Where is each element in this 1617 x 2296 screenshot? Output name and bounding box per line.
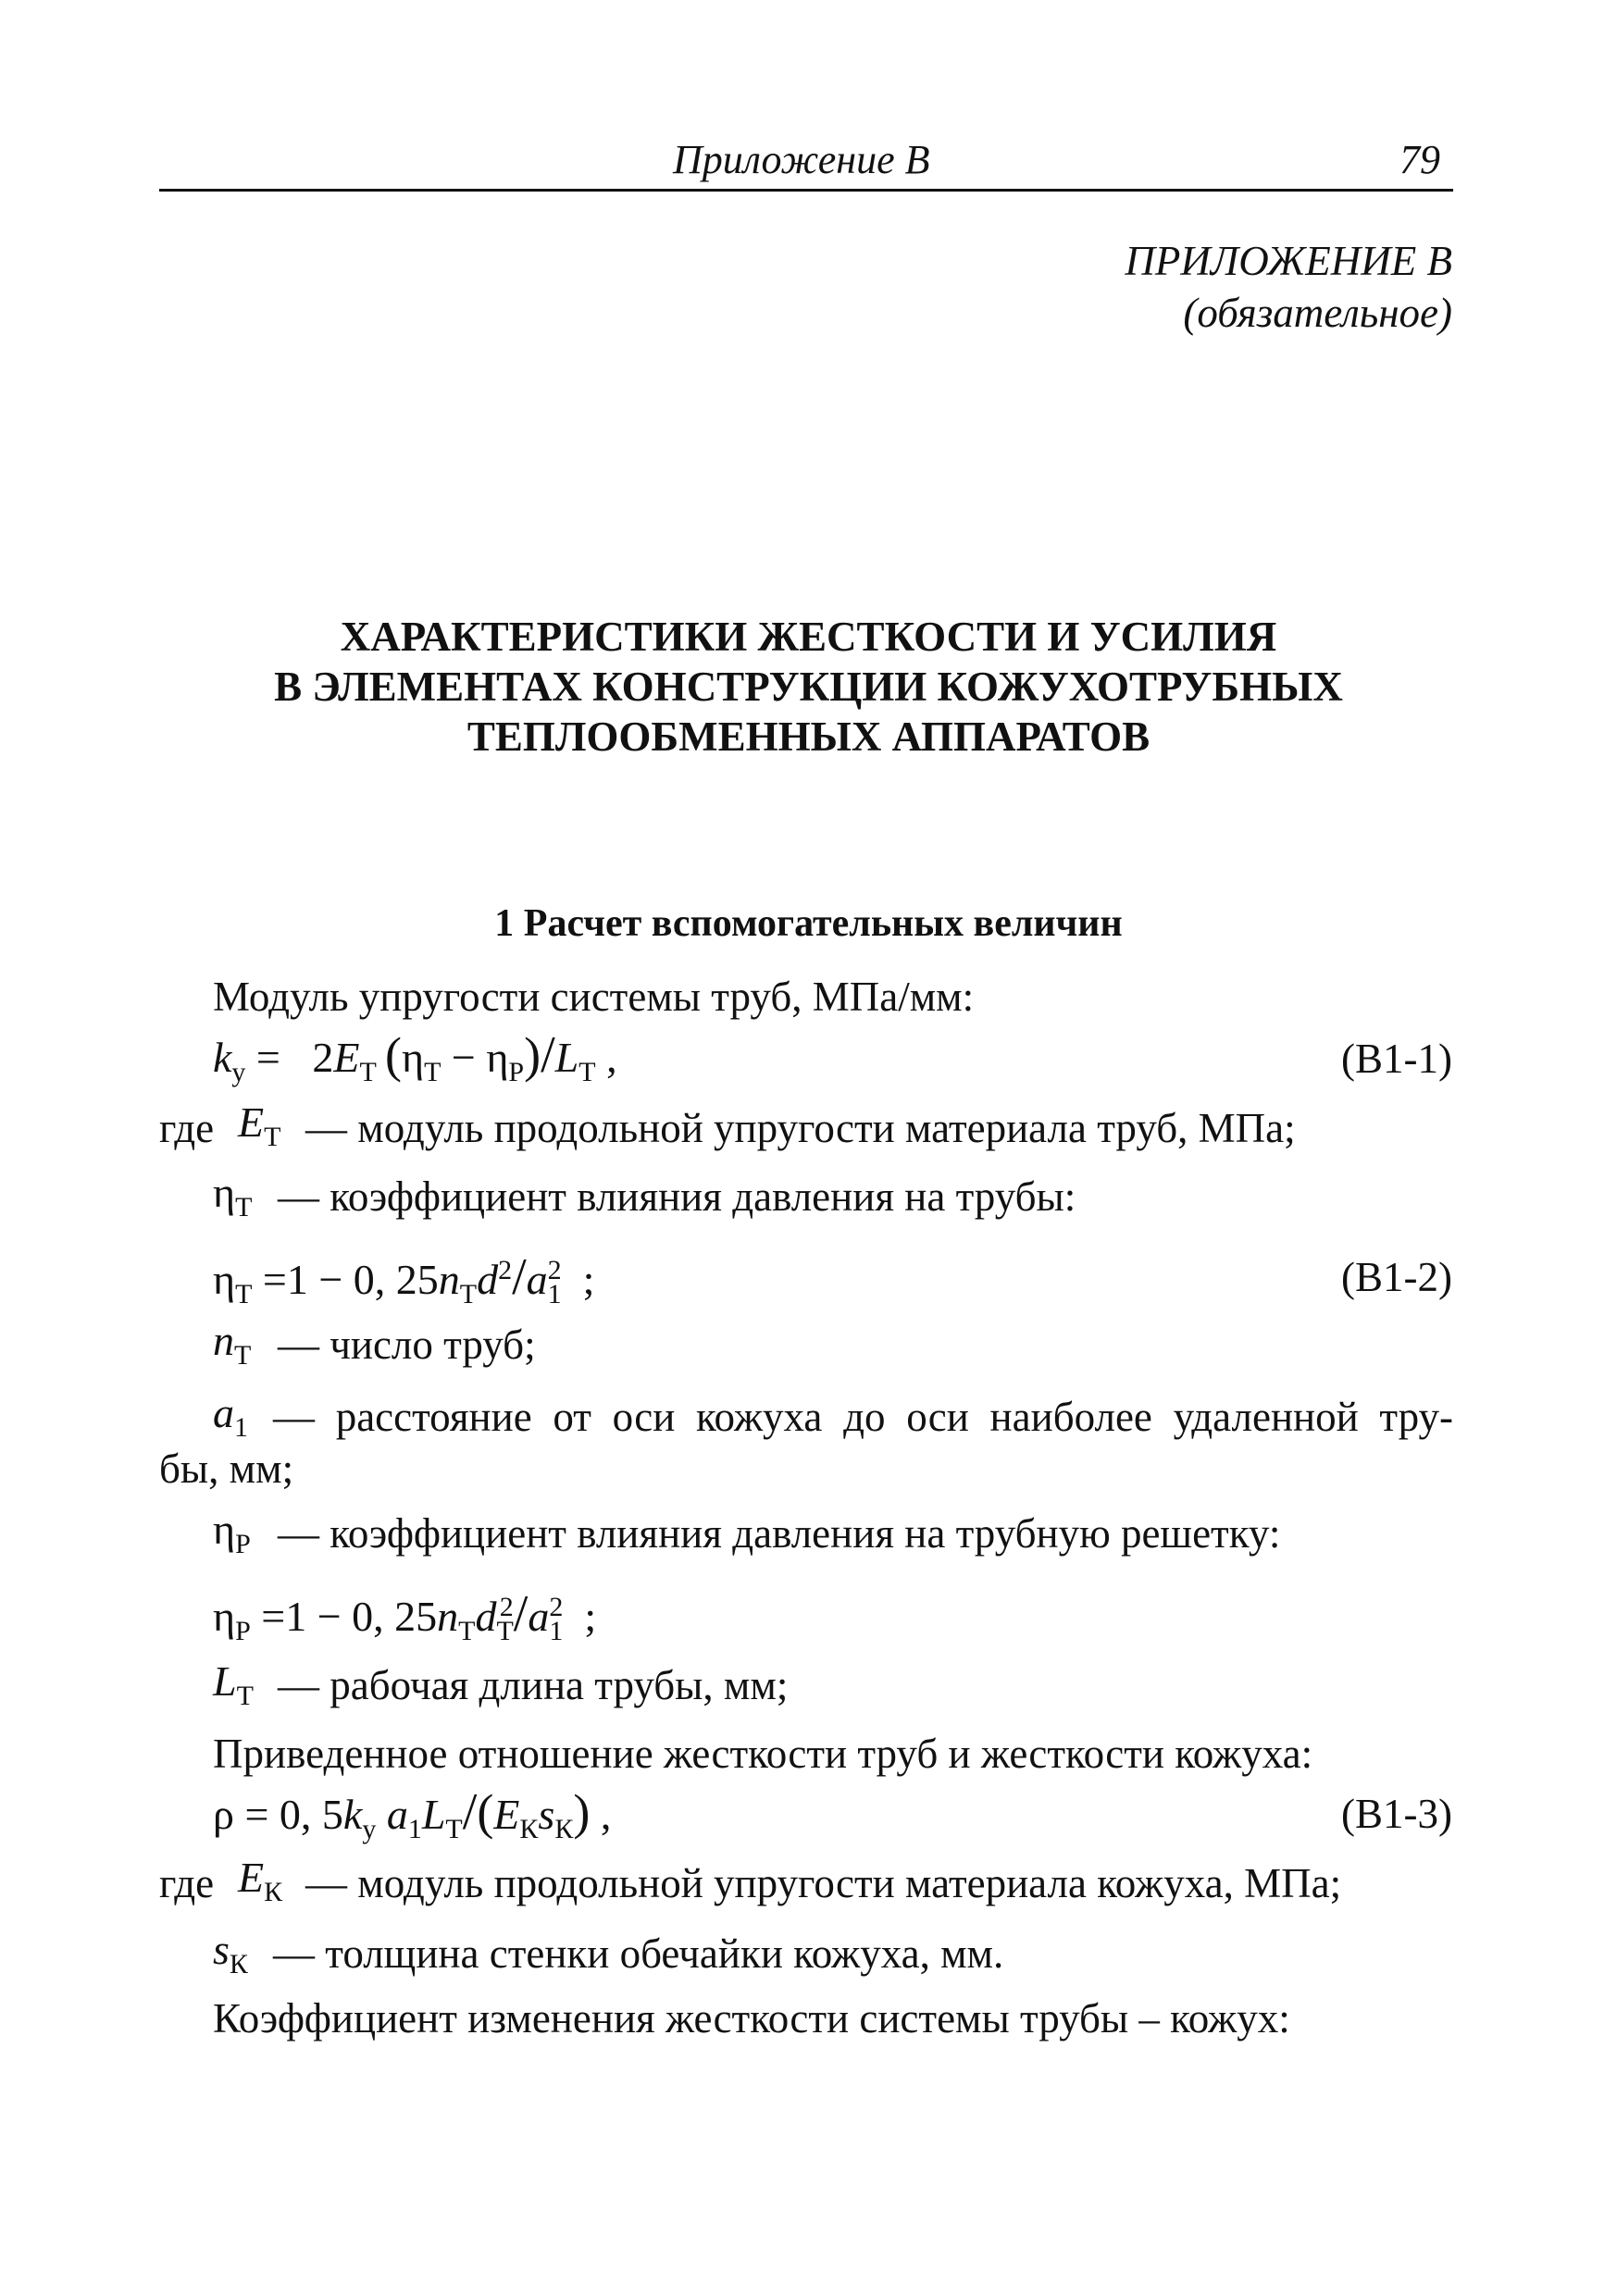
equation-b1-1: $k_у = 2E_Т$ $(\eta_Т - \eta_Р)/L_Т$ ,	[213, 1026, 617, 1087]
nT-description: — число труб;	[278, 1322, 536, 1368]
paragraph-stiffness-ratio: Приведенное отношение жесткости труб и жесткости кожуха:	[213, 1731, 1313, 1777]
title-line-2: В ЭЛЕМЕНТАХ КОНСТРУКЦИИ КОЖУХОТРУБНЫХ	[274, 664, 1343, 710]
running-title: Приложение В	[673, 137, 930, 182]
symbol-ET: $E_Т$	[238, 1098, 281, 1152]
paragraph-stiffness-change: Коэффициент изменения жесткости системы трубы – кожух:	[213, 1995, 1290, 2042]
equation-b1-2: $\eta_Т =1 - 0$, $25n_Тd^2/a_1^2$ ;	[213, 1248, 595, 1309]
symbol-etaP: $\eta_Р$	[213, 1506, 251, 1559]
etaP-description: — коэффициент влияния давления на трубную решетку:	[278, 1510, 1281, 1557]
header-rule	[159, 189, 1453, 192]
equation-number-b1-1: (В1-1)	[1341, 1036, 1452, 1082]
where-label: где	[159, 1105, 215, 1151]
paragraph-elastic-modulus: Модуль упругости системы труб, МПа/мм:	[213, 974, 975, 1020]
symbol-sK: $s_К$	[213, 1926, 248, 1980]
EK-description: — модуль продольной упругости материала кожуха, МПа;	[305, 1860, 1342, 1906]
appendix-label: ПРИЛОЖЕНИЕ В	[1125, 238, 1452, 284]
equation-etaP: $\eta_Р =1 - 0$, $25n_Тd_Т^2/a_1^2$ ;	[213, 1585, 597, 1646]
appendix-status: (обязательное)	[1183, 290, 1452, 336]
etaT-description: — коэффициент влияния давления на трубы:	[278, 1173, 1076, 1220]
page-number: 79	[1399, 137, 1440, 182]
equation-number-b1-3: (В1-3)	[1341, 1791, 1452, 1837]
ET-description: — модуль продольной упругости материала труб, МПа;	[305, 1105, 1296, 1151]
symbol-a1: $a_1$	[213, 1389, 248, 1443]
a1-description: — расстояние от оси кожуха до оси наиболее удаленной тру-	[273, 1394, 1453, 1440]
a1-description-continued: бы, мм;	[159, 1446, 294, 1492]
sK-description: — толщина стенки обечайки кожуха, мм.	[273, 1930, 1004, 1977]
LT-description: — рабочая длина трубы, мм;	[278, 1662, 789, 1708]
symbol-nT: $n_Т$	[213, 1317, 252, 1371]
section-heading: 1 Расчет вспомогательных величин	[494, 902, 1123, 945]
symbol-etaT: $\eta_Т$	[213, 1169, 253, 1222]
equation-number-b1-2: (В1-2)	[1341, 1254, 1452, 1300]
title-line-1: ХАРАКТЕРИСТИКИ ЖЕСТКОСТИ И УСИЛИЯ	[340, 614, 1277, 660]
equation-b1-3: ρ = 0, $5k_у$ $a_1L_Т/(E_Кs_К)$ ,	[213, 1783, 612, 1844]
title-line-3: ТЕПЛООБМЕННЫХ АППАРАТОВ	[466, 714, 1151, 760]
where-label-2: где	[159, 1860, 215, 1906]
symbol-EK: $E_К$	[238, 1854, 283, 1907]
symbol-LT: $L_Т$	[213, 1657, 254, 1711]
